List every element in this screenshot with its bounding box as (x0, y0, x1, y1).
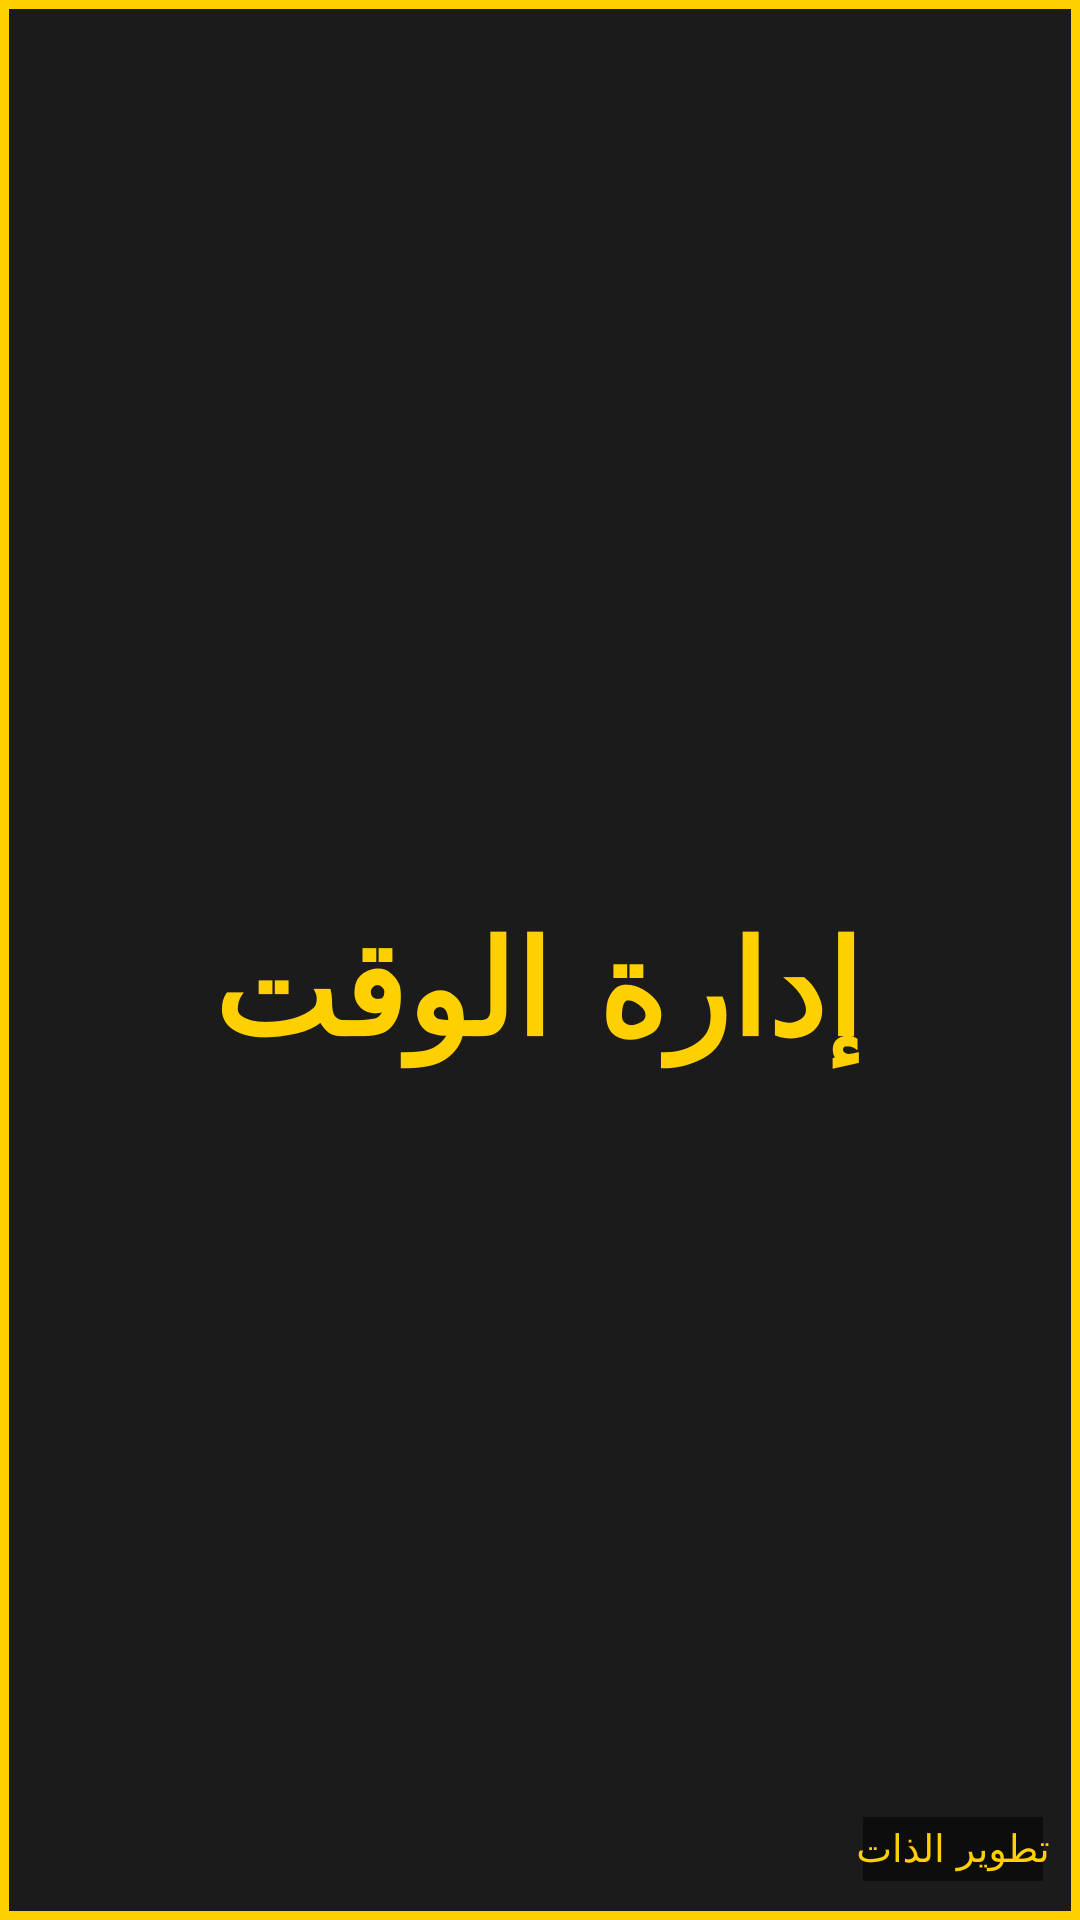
page-title: إدارة الوقت (215, 911, 865, 1066)
category-badge: تطوير الذات (863, 1817, 1043, 1881)
